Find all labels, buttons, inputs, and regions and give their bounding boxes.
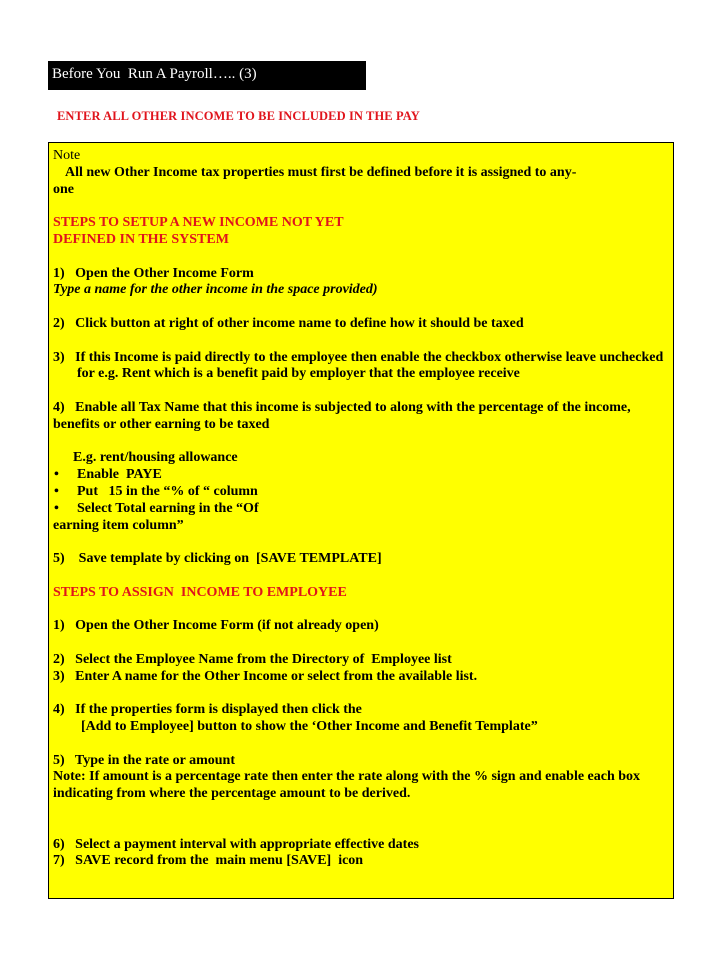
assign-step-4-line2: [Add to Employee] button to show the ‘Other Income and Benefit Template”: [81, 719, 538, 735]
setup-heading-line2: DEFINED IN THE SYSTEM: [53, 231, 229, 247]
setup-step-5: 5) Save template by clicking on [SAVE TEMPLATE]: [53, 551, 382, 567]
setup-heading-line1: STEPS TO SETUP A NEW INCOME NOT YET: [53, 215, 344, 231]
setup-step-4: 4) Enable all Tax Name that this income is subjected to along with the percentage of the income, benefits or other earning to be taxed: [53, 399, 638, 432]
note-text-continued: one: [53, 181, 74, 197]
assign-step-4-line1: 4) If the properties form is displayed then click the: [53, 702, 362, 718]
assign-step-7: 7) SAVE record from the main menu [SAVE] icon: [53, 853, 364, 869]
assign-step-2: 2) Select the Employee Name from the Directory of Employee list: [53, 651, 452, 667]
page-subtitle: ENTER ALL OTHER INCOME TO BE INCLUDED IN THE PAY: [57, 109, 420, 123]
bullet-item-1: [53, 467, 669, 484]
assign-step-5: 5) Type in the rate or amount: [53, 752, 235, 768]
bullet-dot-icon: •: [54, 467, 59, 483]
bullet-dot-icon: •: [54, 500, 59, 516]
note-label: Note: [53, 148, 81, 163]
setup-step-1: 1) Open the Other Income Form: [53, 265, 254, 281]
note-text: All new Other Income tax properties must first be defined before it is assigned to any-: [65, 164, 577, 180]
assign-step-6: 6) Select a payment interval with appropriate effective dates: [53, 836, 419, 852]
page-title: Before You Run A Payroll….. (3): [48, 61, 366, 90]
bullet-item-2: [53, 484, 669, 501]
assign-step-3: 3) Enter A name for the Other Income or select from the available list.: [53, 668, 478, 684]
setup-step-2: 2) Click button at right of other income name to define how it should be taxed: [53, 315, 524, 331]
assign-heading: STEPS TO ASSIGN INCOME TO EMPLOYEE: [53, 584, 347, 600]
example-label: E.g. rent/housing allowance: [73, 450, 238, 466]
bullet-item-3: [53, 501, 669, 518]
bullet-dot-icon: •: [54, 483, 59, 499]
instructions-panel: [48, 142, 674, 899]
setup-step-3: 3) If this Income is paid directly to the employee then enable the checkbox otherwise leave unchecked for e.g. Rent which is a benefit paid by employer that the employee receive: [53, 349, 667, 382]
assign-note: Note: If amount is a percentage rate then enter the rate along with the % sign and enable each box indicating from where the percentage amount to be derived.: [53, 769, 644, 802]
bullet-text: Enable PAYE: [77, 467, 162, 483]
setup-step-1-sub: Type a name for the other income in the space provided): [53, 282, 378, 298]
bullet-text: Select Total earning in the “Of: [77, 500, 259, 516]
bullet-text: Put 15 in the “% of “ column: [77, 483, 258, 499]
bullet-text-continued: earning item column”: [53, 517, 184, 533]
assign-step-1: 1) Open the Other Income Form (if not already open): [53, 618, 379, 634]
